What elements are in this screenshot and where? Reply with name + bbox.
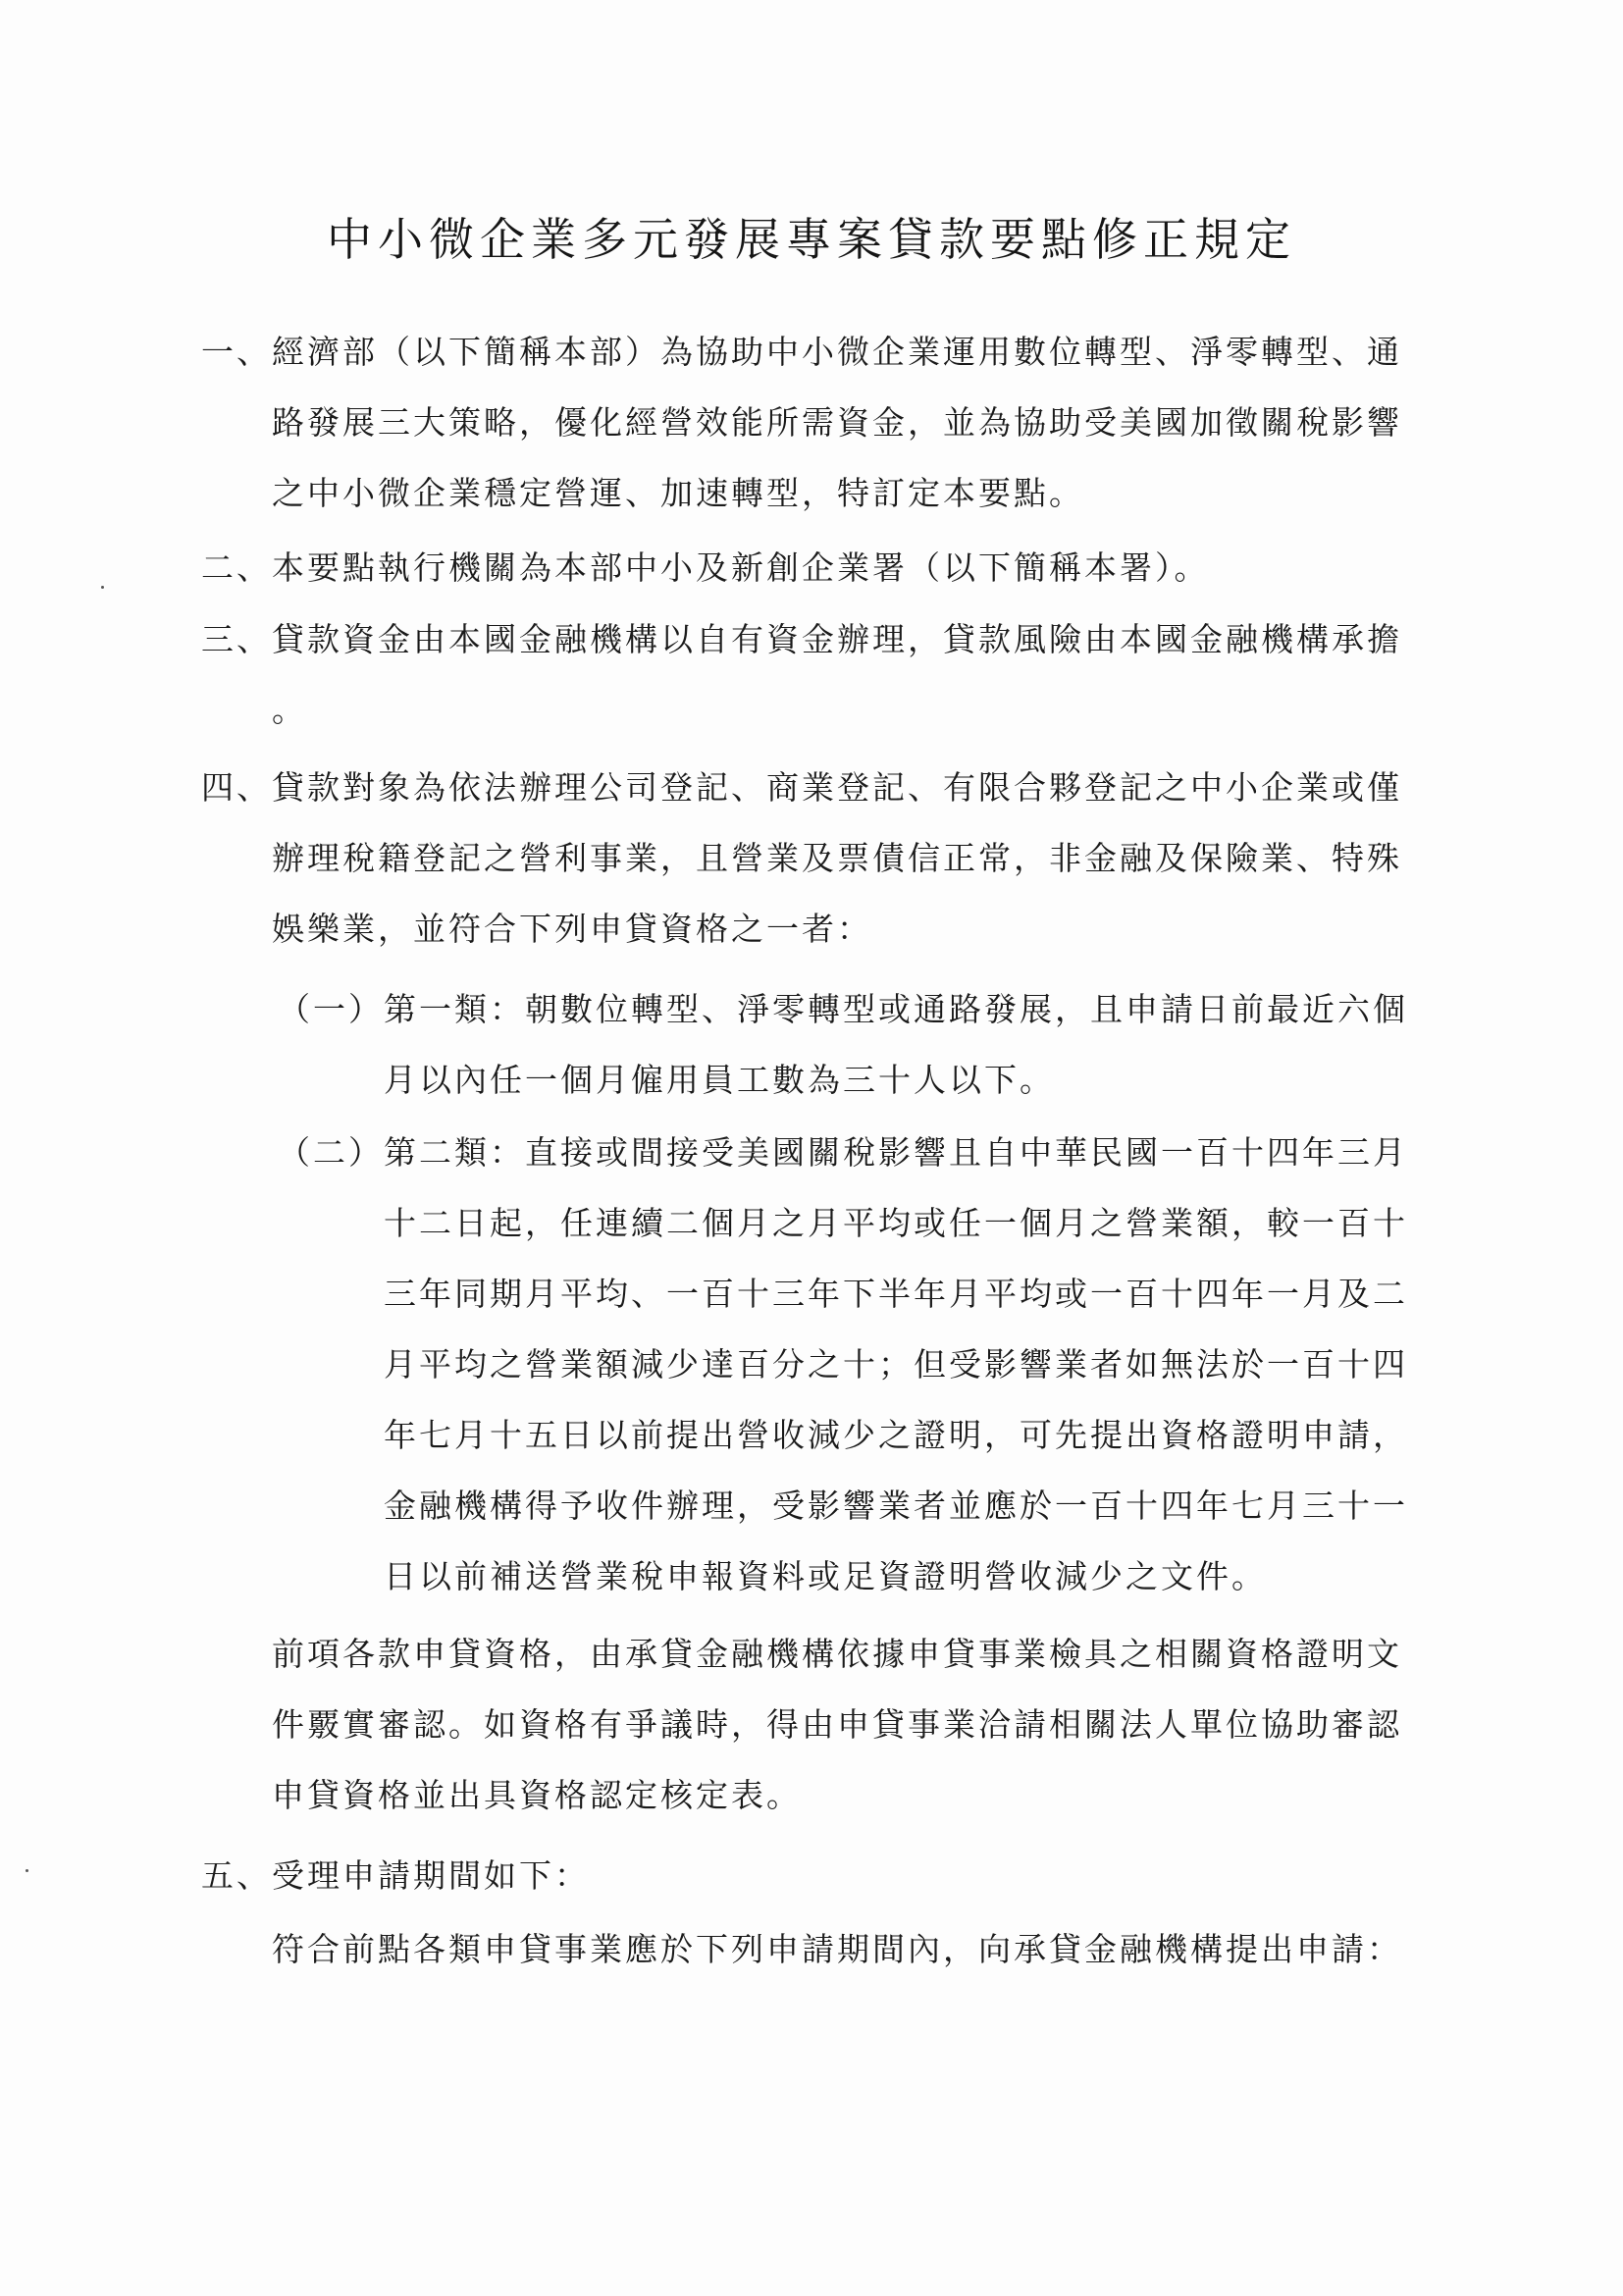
document-title: 中小微企業多元發展專案貸款要點修正規定 — [327, 213, 1296, 266]
clause-number: 五、 — [201, 1856, 272, 1895]
subitem-line: 日以前補送營業稅申報資料或足資證明營收減少之文件。 — [384, 1557, 1267, 1595]
subitem-mark: （一） — [278, 990, 384, 1028]
subitem-text: 第二類：直接或間接受美國關稅影響且自中華民國一百十四年三月 — [384, 1133, 1408, 1172]
clause-4 — [201, 753, 1447, 965]
subitem-line: 十二日起，任連續二個月之月平均或任一個月之營業額，較一百十 — [384, 1204, 1408, 1242]
subitem-line: 金融機構得予收件辦理，受影響業者並應於一百十四年七月三十一 — [384, 1487, 1408, 1525]
clause-2 — [201, 533, 1447, 603]
clause-text: 經濟部（以下簡稱本部）為協助中小微企業運用數位轉型、淨零轉型、通 — [272, 333, 1402, 371]
subitem-line — [278, 1118, 1447, 1188]
clause-line: 之中小微企業穩定營運、加速轉型，特訂定本要點。 — [272, 474, 1084, 512]
clause-line — [201, 317, 1447, 388]
clause-1 — [201, 317, 1447, 529]
clause-4-paragraph — [272, 1619, 1447, 1831]
clause-text: 受理申請期間如下： — [272, 1856, 590, 1895]
clause-line — [201, 604, 1447, 675]
scan-speck — [26, 1869, 28, 1872]
clause-text: 貸款資金由本國金融機構以自有資金辦理，貸款風險由本國金融機構承擔 — [272, 620, 1402, 658]
subitem-2 — [278, 1118, 1447, 1612]
clause-number: 四、 — [201, 768, 272, 807]
clause-5-paragraph: 符合前點各類申貸事業應於下列申請期間內，向承貸金融機構提出申請： — [272, 1930, 1402, 1968]
paragraph-line: 前項各款申貸資格，由承貸金融機構依據申貸事業檢具之相關資格證明文 — [272, 1635, 1402, 1673]
scan-speck — [101, 586, 104, 589]
clause-line: 辦理稅籍登記之營利事業，且營業及票債信正常，非金融及保險業、特殊 — [272, 839, 1402, 877]
clause-3 — [201, 604, 1447, 746]
subitem-line: 月平均之營業額減少達百分之十；但受影響業者如無法於一百十四 — [384, 1345, 1408, 1383]
clause-line: 路發展三大策略，優化經營效能所需資金，並為協助受美國加徵關稅影響 — [272, 403, 1402, 442]
clause-text: 貸款對象為依法辦理公司登記、商業登記、有限合夥登記之中小企業或僅 — [272, 768, 1402, 807]
clause-line — [201, 753, 1447, 823]
clause-line: 。 — [272, 691, 307, 729]
paragraph-line: 件覈實審認。如資格有爭議時，得由申貸事業洽請相關法人單位協助審認 — [272, 1705, 1402, 1744]
clause-number: 一、 — [201, 333, 272, 371]
subitem-1 — [278, 974, 1447, 1116]
clause-line — [201, 533, 1447, 603]
clause-number: 三、 — [201, 620, 272, 658]
subitem-mark: （二） — [278, 1133, 384, 1172]
subitem-line: 月以內任一個月僱用員工數為三十人以下。 — [384, 1061, 1055, 1099]
clause-line: 娛樂業，並符合下列申貸資格之一者： — [272, 910, 872, 948]
subitem-line: 三年同期月平均、一百十三年下半年月平均或一百十四年一月及二 — [384, 1275, 1408, 1313]
clause-text: 本要點執行機關為本部中小及新創企業署（以下簡稱本署）。 — [272, 548, 1210, 587]
clause-number: 二、 — [201, 548, 272, 587]
paragraph-line: 申貸資格並出具資格認定核定表。 — [272, 1776, 802, 1814]
clause-line — [201, 1841, 1447, 1911]
subitem-line — [278, 974, 1447, 1045]
clause-5 — [201, 1841, 1447, 1911]
subitem-line: 年七月十五日以前提出營收減少之證明，可先提出資格證明申請， — [384, 1416, 1408, 1454]
subitem-text: 第一類：朝數位轉型、淨零轉型或通路發展，且申請日前最近六個 — [384, 990, 1408, 1028]
